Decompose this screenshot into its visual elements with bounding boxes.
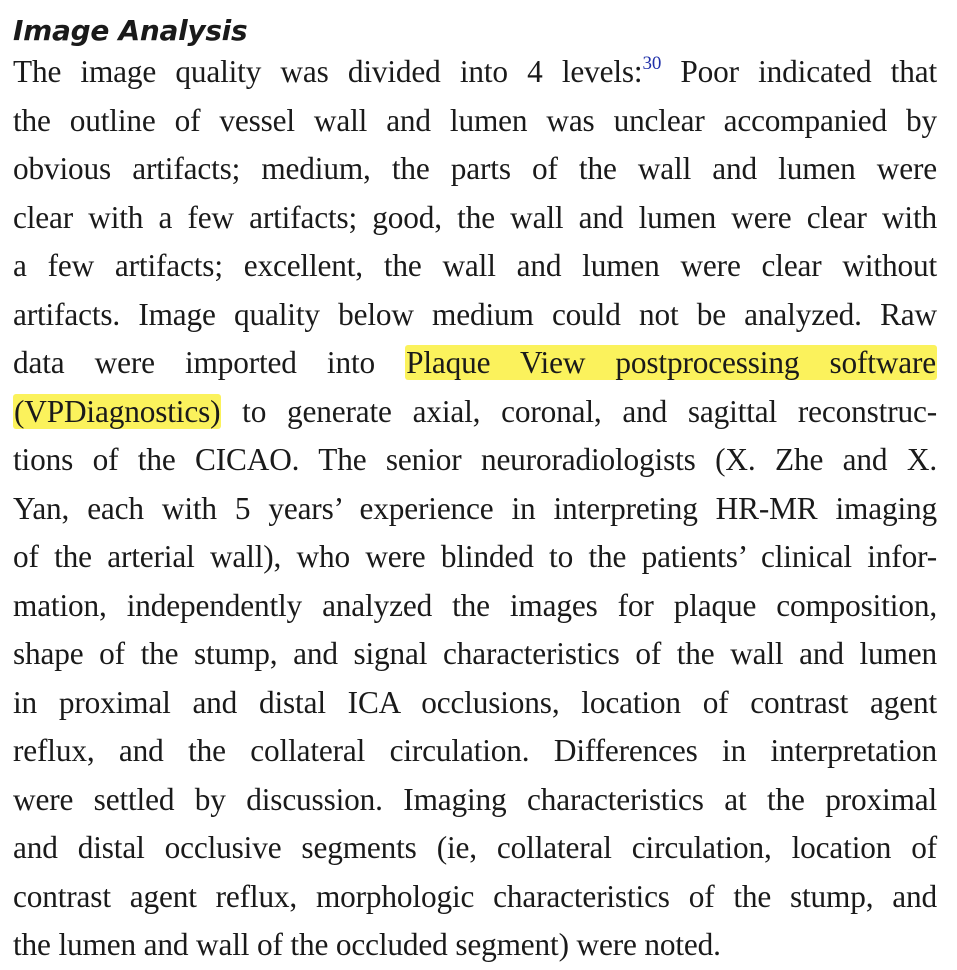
paragraph-line-14: in proximal and distal ICA occlusions, location of contrast agent — [13, 684, 937, 720]
highlighted-text: (VPDiagnostics) — [14, 393, 221, 429]
line-text: to generate axial, coronal, and sagittal reconstruc- — [221, 393, 937, 429]
paragraph-line-13: shape of the stump, and signal characteristics of the wall and lumen — [13, 636, 937, 671]
paragraph-line-6: artifacts. Image quality below medium could not be analyzed. Raw — [13, 296, 937, 332]
paragraph-line-8 — [13, 388, 937, 437]
paragraph-line-15: reflux, and the collateral circulation. Differences in interpretation — [13, 733, 937, 768]
section-heading: Image Analysis — [13, 14, 248, 47]
citation-link[interactable]: 30 — [642, 53, 662, 74]
paragraph-line-19: the lumen and wall of the occluded segment) were noted. — [13, 927, 721, 962]
paragraph-line-18: contrast agent reflux, morphologic characteristics of the stump, and — [13, 878, 937, 914]
paragraph-line-11: of the arterial wall), who were blinded to the patients’ clinical infor- — [13, 539, 937, 574]
paragraph-line-4: clear with a few artifacts; good, the wall and lumen were clear with — [13, 199, 937, 235]
paragraph-line-5: a few artifacts; excellent, the wall and lumen were clear without — [13, 248, 937, 283]
paragraph-line-7 — [13, 339, 937, 388]
paragraph-line-9: tions of the CICAO. The senior neuroradiologists (X. Zhe and X. — [13, 442, 937, 477]
paragraph-line-10: Yan, each with 5 years’ experience in interpreting HR-MR imaging — [13, 490, 937, 526]
paragraph — [13, 48, 937, 970]
line-text: Poor indicated that — [661, 54, 937, 89]
line-text: data were imported into — [13, 345, 406, 380]
paragraph-line-16: were settled by discussion. Imaging characteristics at the proximal — [13, 781, 937, 817]
paragraph-line-3: obvious artifacts; medium, the parts of the wall and lumen were — [13, 151, 937, 186]
paragraph-line-2: the outline of vessel wall and lumen was unclear accompanied by — [13, 102, 937, 138]
highlighted-text: Plaque View postprocessing software — [406, 345, 936, 380]
paragraph-line-17: and distal occlusive segments (ie, collateral circulation, location of — [13, 830, 937, 865]
line-text: The image quality was divided into 4 levels: — [13, 54, 643, 89]
paragraph-line-12: mation, independently analyzed the images for plaque composition, — [13, 587, 937, 623]
paragraph-line-1 — [13, 48, 937, 97]
article-section — [13, 0, 937, 970]
